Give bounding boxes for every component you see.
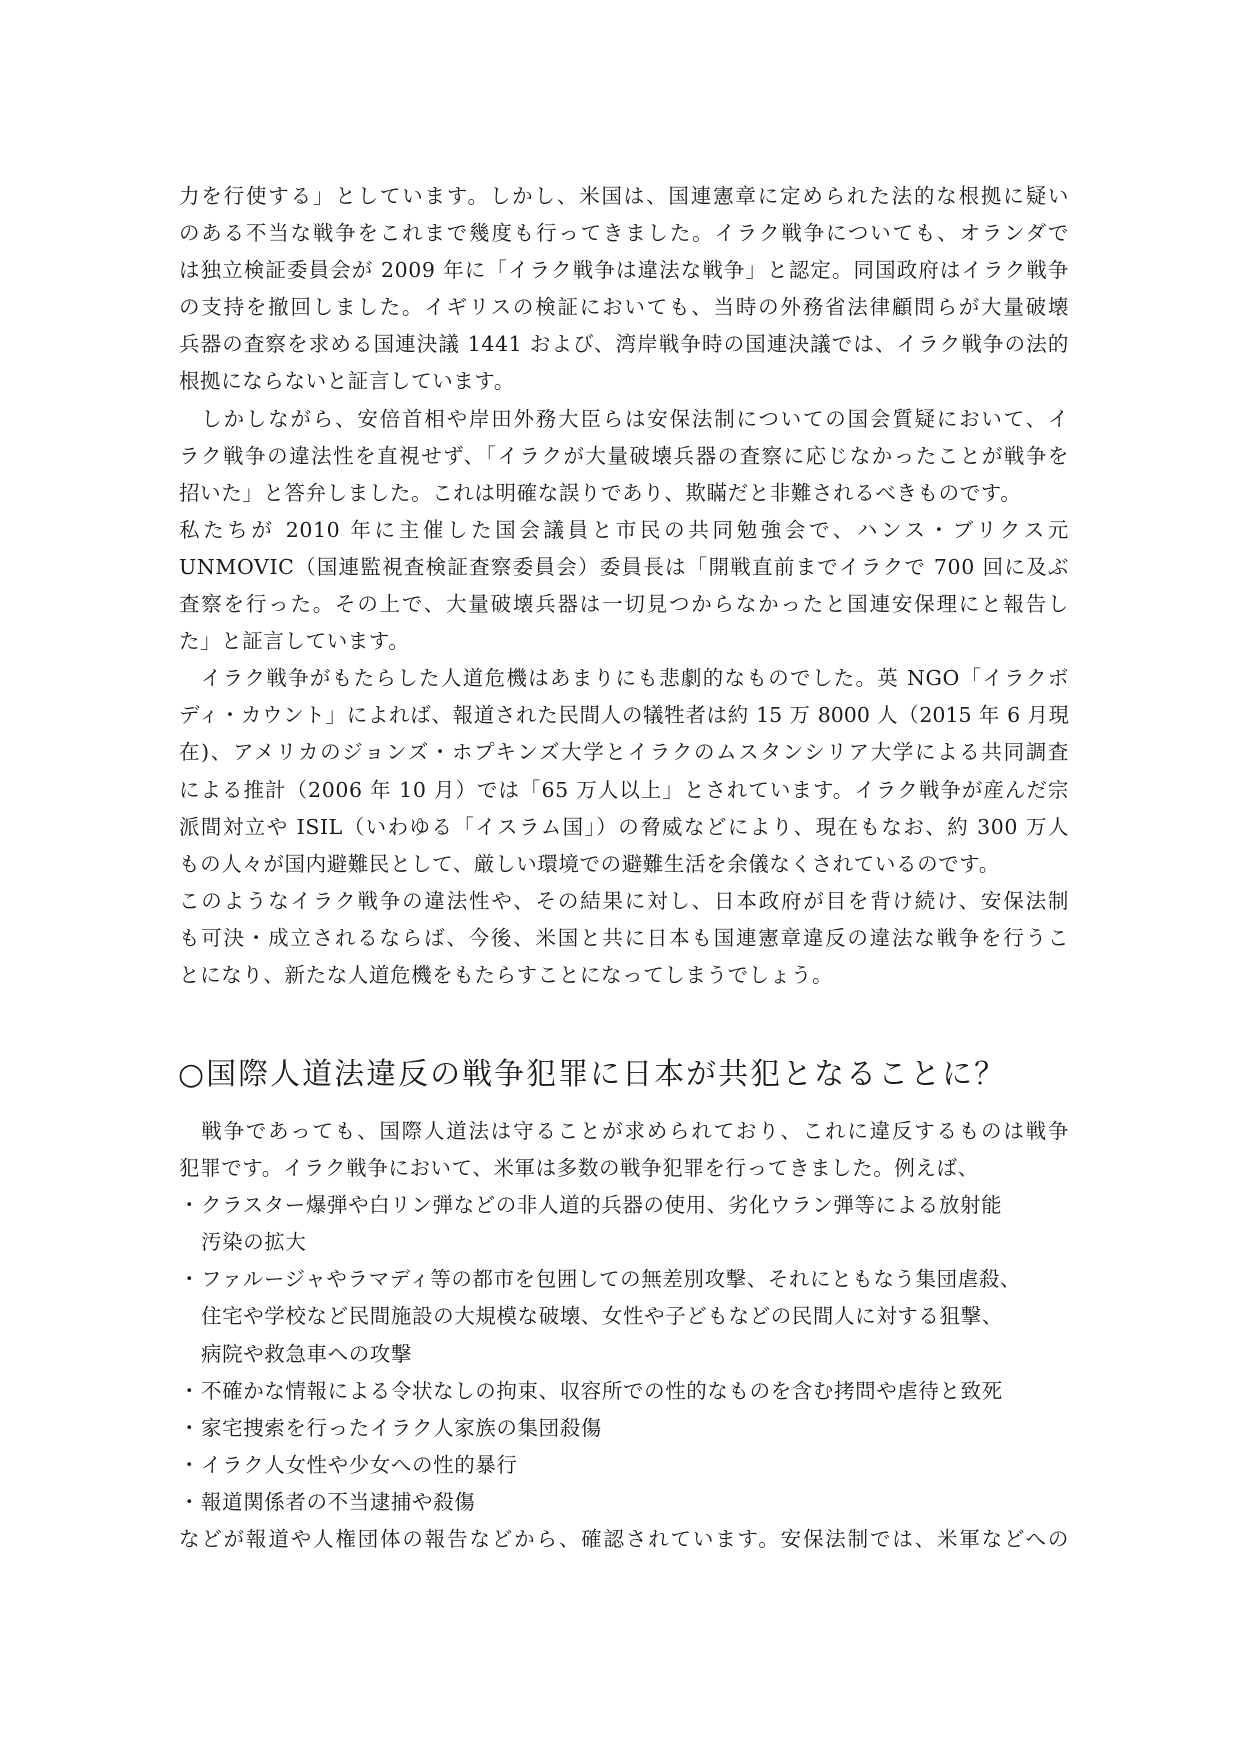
text-line: このようなイラク戦争の違法性や、その結果に対し、日本政府が目を背け続け、安保法制	[179, 888, 1069, 913]
text-line: とになり、新たな人道危機をもたらすことになってしまうでしょう。	[179, 962, 834, 987]
section-heading: ○国際人道法違反の戦争犯罪に日本が共犯となることに？	[178, 1057, 1007, 1092]
bullet-mark: ・	[179, 1489, 201, 1514]
bullet-mark: ・	[179, 1415, 201, 1440]
text-line: 派間対立や ISIL（いわゆる「イスラム国」）の脅威などにより、現在もなお、約 300 万人	[179, 814, 1069, 839]
list-item	[179, 1373, 1069, 1410]
text-line: 戦争であっても、国際人道法は守ることが求められており、これに違反するものは戦争	[179, 1119, 1069, 1143]
text-line: 招いた」と答弁しました。これは明確な誤りであり、欺瞞だと非難されるべきものです。	[179, 480, 1022, 505]
text-line: による推計（2006 年 10 月）では「65 万人以上」とされています。イラク戦争が産んだ宗	[179, 777, 1069, 802]
text-line: 住宅や学校など民間施設の大規模な破壊、女性や子どもなどの民間人に対する狙撃、	[201, 1304, 1003, 1329]
text-line: 在)、アメリカのジョンズ・ホプキンズ大学とイラクのムスタンシリア大学による共同調査	[179, 740, 1069, 765]
text-line: 汚染の拡大	[201, 1230, 307, 1255]
bullet-mark: ・	[179, 1378, 201, 1403]
text-line: 私たちが 2010 年に主催した国会議員と市民の共同勉強会で、ハンス・ブリクス元	[179, 517, 1069, 542]
text-line: イラク人女性や少女への性的暴行	[201, 1452, 518, 1477]
main-text	[179, 178, 1069, 994]
text-line: もの人々が国内避難民として、厳しい環境での避難生活を余儀なくされているのです。	[179, 851, 1000, 876]
text-line: ラク戦争の違法性を直視せず、「イラクが大量破壊兵器の査察に応じなかったことが戦争を	[179, 443, 1069, 468]
list-item	[179, 1410, 1069, 1447]
paragraph-humanitarian-crisis	[179, 660, 1069, 883]
text-line: の支持を撤回しました。イギリスの検証においても、当時の外務省法律顧問らが大量破壊	[179, 295, 1069, 320]
section-closing	[179, 1521, 1069, 1558]
text-line: のある不当な戦争をこれまで幾度も行ってきました。イラク戦争についても、オランダで	[179, 221, 1069, 246]
war-crimes-list	[179, 1187, 1069, 1521]
list-item	[179, 1187, 1069, 1261]
text-line: クラスター爆弾や白リン弾などの非人道的兵器の使用、劣化ウラン弾等による放射能	[201, 1193, 1003, 1218]
text-line: 根拠にならないと証言しています。	[179, 369, 515, 394]
section-body	[179, 1113, 1069, 1558]
text-line: た」と証言しています。	[179, 629, 410, 654]
paragraph-legality	[179, 178, 1069, 401]
text-line: も可決・成立されるならば、今後、米国と共に日本も国連憲章違反の違法な戦争を行うこ	[179, 925, 1069, 950]
paragraph-government-response	[179, 401, 1069, 661]
text-line: 犯罪です。イラク戦争において、米軍は多数の戦争犯罪を行ってきました。例えば、	[179, 1156, 979, 1181]
text-line: イラク戦争がもたらした人道危機はあまりにも悲劇的なものでした。英 NGO「イラクボ	[179, 666, 1069, 691]
text-line: 査察を行った。その上で、大量破壊兵器は一切見つからなかったと国連安保理にと報告し	[179, 592, 1069, 617]
bullet-mark: ・	[179, 1267, 201, 1292]
text-line: 家宅捜索を行ったイラク人家族の集団殺傷	[201, 1415, 602, 1440]
list-item	[179, 1261, 1069, 1372]
list-item	[179, 1447, 1069, 1484]
text-line: UNMOVIC（国連監視査検証査察委員会）委員長は「開戦直前までイラクで 700 回に及ぶ	[179, 554, 1069, 579]
text-line: 不確かな情報による令状なしの拘束、収容所での性的なものを含む拷問や虐待と致死	[201, 1378, 1003, 1403]
text-line: 力を行使する」としています。しかし、米国は、国連憲章に定められた法的な根拠に疑い	[179, 184, 1069, 208]
list-item	[179, 1484, 1069, 1521]
text-line: などが報道や人権団体の報告などから、確認されています。安保法制では、米軍などへの	[179, 1527, 1069, 1552]
text-line: ファルージャやラマディ等の都市を包囲しての無差別攻撃、それにともなう集団虐殺、	[201, 1267, 1022, 1292]
text-line: 病院や救急車への攻撃	[201, 1341, 412, 1366]
bullet-mark: ・	[179, 1452, 201, 1477]
text-line: しかしながら、安倍首相や岸田外務大臣らは安保法制についての国会質疑において、イ	[179, 406, 1069, 431]
text-line: 報道関係者の不当逮捕や殺傷	[201, 1489, 476, 1514]
text-line: ディ・カウント」によれば、報道された民間人の犠牲者は約 15 万 8000 人（2015 年 6 月現	[179, 703, 1069, 728]
bullet-mark: ・	[179, 1193, 201, 1218]
text-line: 兵器の査察を求める国連決議 1441 および、湾岸戦争時の国連決議では、イラク戦争の法的	[179, 332, 1069, 357]
text-line: は独立検証委員会が 2009 年に「イラク戦争は違法な戦争」と認定。同国政府はイラク戦争	[179, 258, 1069, 283]
section-intro	[179, 1113, 1069, 1187]
paragraph-conclusion	[179, 883, 1069, 994]
